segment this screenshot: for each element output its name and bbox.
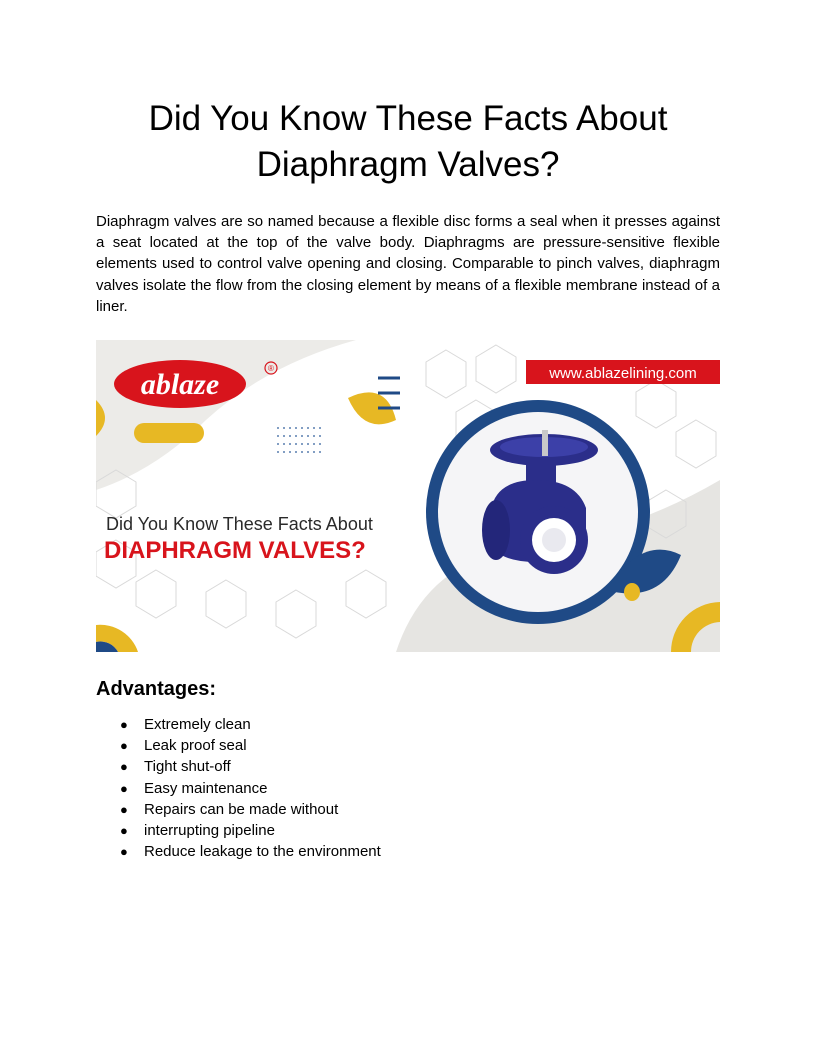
logo-text: ablaze [140, 368, 220, 401]
bullet-icon: ● [120, 801, 128, 817]
list-item: ● Easy maintenance [96, 778, 381, 799]
advantages-heading: Advantages: [96, 678, 217, 700]
svg-text:®: ® [268, 364, 274, 373]
banner-image [96, 340, 720, 652]
list-item: ● Repairs can be made without [96, 799, 381, 820]
yellow-pill [134, 423, 204, 443]
website-tag [526, 360, 720, 384]
website-text: www.ablazelining.com [549, 365, 697, 382]
banner-headline-line2: DIAPHRAGM VALVES? [104, 537, 366, 564]
bullet-icon: ● [120, 717, 128, 732]
intro-paragraph: Diaphragm valves are so named because a flexible disc forms a seal when it presses against a seat located at the top of the valve body. Diaphragms are pressure-sensitive flexible elements used to control valve opening and closing. Comparable to pinch valves, diaphragm valves isolate the flow from the closing element by means of a flexible membrane instead of a liner. [96, 213, 720, 315]
list-item: ● Tight shut-off [96, 756, 381, 777]
bullet-icon: ● [120, 822, 128, 838]
list-item: ● Leak proof seal [96, 735, 381, 756]
banner-headline-line1: Did You Know These Facts About [106, 514, 373, 534]
list-item: ● Extremely clean [96, 714, 381, 735]
bullet-icon: ● [120, 738, 128, 754]
bullet-icon: ● [120, 780, 128, 796]
page-title: Did You Know These Facts About Diaphragm Valves? [148, 99, 668, 184]
bullet-icon: ● [120, 844, 128, 860]
list-item: ● interrupting pipeline [96, 820, 381, 841]
valve-illustration [482, 430, 598, 574]
advantages-list [96, 714, 381, 862]
list-item: ● Reduce leakage to the environment [96, 841, 381, 862]
bullet-icon: ● [120, 759, 128, 775]
